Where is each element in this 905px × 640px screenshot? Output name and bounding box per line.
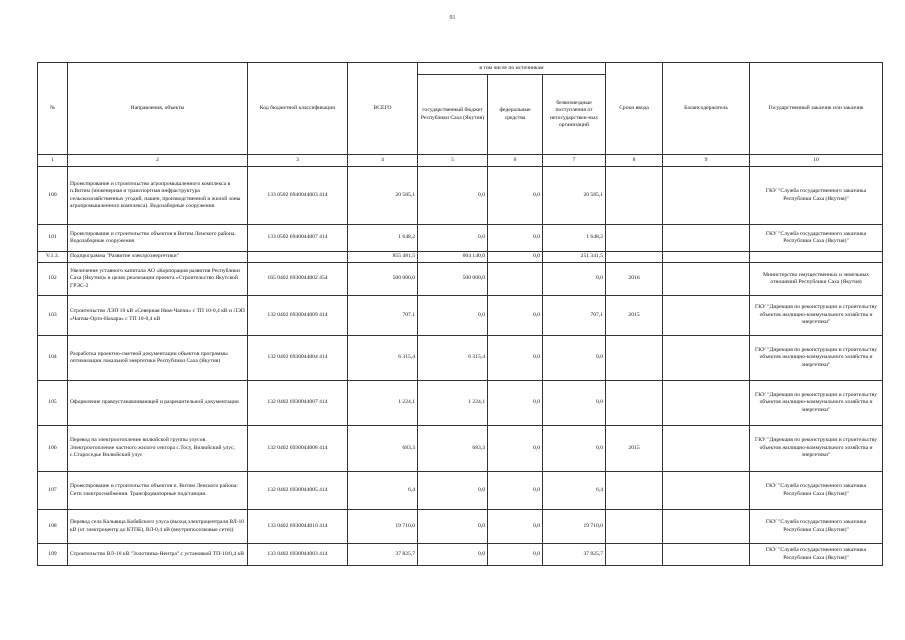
row-total: 500 000,0 bbox=[348, 263, 418, 296]
row-balance-holder bbox=[663, 510, 750, 544]
row-federal: 0,0 bbox=[488, 544, 543, 566]
row-budget-code: 132 0402 6930044007 414 bbox=[248, 381, 348, 426]
column-number: 2 bbox=[68, 155, 248, 167]
row-name: Строительство ВЛ-10 кВ "Золотинка-Нентра" с установкой ТП-10/0,4 кВ bbox=[68, 544, 248, 566]
row-gratuitous: 19 710,0 bbox=[543, 510, 606, 544]
row-state-budget: 500 000,0 bbox=[418, 263, 488, 296]
row-number: 102 bbox=[38, 263, 68, 296]
row-deadline bbox=[606, 252, 663, 263]
row-state-budget: 0,0 bbox=[418, 510, 488, 544]
column-number: 3 bbox=[248, 155, 348, 167]
row-gratuitous: 0,0 bbox=[543, 336, 606, 381]
column-number: 7 bbox=[543, 155, 606, 167]
column-number: 9 bbox=[663, 155, 750, 167]
row-total: 707,1 bbox=[348, 296, 418, 336]
row-customer: ГКУ "Служба государственного заказчика Республики Саха (Якутия)" bbox=[750, 510, 883, 544]
row-state-budget: 683,3 bbox=[418, 426, 488, 472]
row-balance-holder bbox=[663, 381, 750, 426]
row-budget-code: 133 0402 6930044003 414 bbox=[248, 544, 348, 566]
row-balance-holder bbox=[663, 472, 750, 510]
header-state-budget: государственный бюджет Республики Саха (Якутия) bbox=[418, 75, 488, 155]
row-budget-code: 133 0502 6940044007 414 bbox=[248, 225, 348, 252]
row-customer: ГКУ "Служба государственного заказчика Республики Саха (Якутия)" bbox=[750, 225, 883, 252]
row-gratuitous: 20 585,1 bbox=[543, 167, 606, 225]
row-name: Увеличение уставного капитала АО «Корпорация развития Республики Саха (Якутия)» в целях реализации проекта «Строительство Якутской ГРЭС-2 bbox=[68, 263, 248, 296]
row-federal: 0,0 bbox=[488, 510, 543, 544]
row-federal: 0,0 bbox=[488, 252, 543, 263]
row-total: 683,3 bbox=[348, 426, 418, 472]
header-balance-holder: Балансодержатель bbox=[663, 63, 750, 155]
row-state-budget: 604 140,0 bbox=[418, 252, 488, 263]
row-deadline bbox=[606, 381, 663, 426]
row-balance-holder bbox=[663, 252, 750, 263]
row-budget-code: 132 0402 6930044009 414 bbox=[248, 296, 348, 336]
row-number: 104 bbox=[38, 336, 68, 381]
table-row bbox=[38, 225, 883, 252]
row-state-budget: 1 224,1 bbox=[418, 381, 488, 426]
row-budget-code: 133 0502 6940044003 414 bbox=[248, 167, 348, 225]
row-federal: 0,0 bbox=[488, 472, 543, 510]
row-name: Проектирование и строительство объектов п. Витим Ленского района: Сети электроснабжения. Трансформаторные подстанции. bbox=[68, 472, 248, 510]
row-budget-code: 133 0402 6930044010 414 bbox=[248, 510, 348, 544]
header-direction: Направления, объекты bbox=[68, 63, 248, 155]
row-gratuitous: 0,0 bbox=[543, 426, 606, 472]
table-row bbox=[38, 263, 883, 296]
row-balance-holder bbox=[663, 544, 750, 566]
row-deadline bbox=[606, 225, 663, 252]
row-gratuitous: 6,4 bbox=[543, 472, 606, 510]
row-name: Перевод на электроотопление вилюйской группы улусов. Электроотопление частного жилого сектора с.Тосу, Вилюйский улус, с.Староседье Вилюйский улус bbox=[68, 426, 248, 472]
header-deadline: Сроки ввода bbox=[606, 63, 663, 155]
row-budget-code: 132 0402 6930044005 414 bbox=[248, 472, 348, 510]
header-no: № bbox=[38, 63, 68, 155]
row-total: 19 710,0 bbox=[348, 510, 418, 544]
row-balance-holder bbox=[663, 167, 750, 225]
row-customer: ГКУ "Дирекция по реконструкции и строительству объектов жилищно-коммунального хозяйства и энергетики" bbox=[750, 336, 883, 381]
row-number: 101 bbox=[38, 225, 68, 252]
row-gratuitous: 0,0 bbox=[543, 263, 606, 296]
table-row bbox=[38, 472, 883, 510]
row-federal bbox=[488, 263, 543, 296]
header-budget-code: Код бюджетной классификации bbox=[248, 63, 348, 155]
row-balance-holder bbox=[663, 296, 750, 336]
table-row bbox=[38, 167, 883, 225]
row-name: Строительство ЛЭП 10 кВ «Северная Нюя-Чапчи» с ТП 10-0,4 кВ и ЛЭП «Чапчы-Орто-Нахара» с ТП 10-0,4 кВ bbox=[68, 296, 248, 336]
row-number: 105 bbox=[38, 381, 68, 426]
row-balance-holder bbox=[663, 263, 750, 296]
row-state-budget: 0,0 bbox=[418, 167, 488, 225]
table-row bbox=[38, 252, 883, 263]
row-customer: ГКУ "Служба государственного заказчика Республики Саха (Якутия)" bbox=[750, 544, 883, 566]
row-federal: 0,0 bbox=[488, 336, 543, 381]
row-federal: 0,0 bbox=[488, 381, 543, 426]
row-budget-code: 165 0402 6930044002 454 bbox=[248, 263, 348, 296]
column-number: 1 bbox=[38, 155, 68, 167]
row-number: 109 bbox=[38, 544, 68, 566]
column-number: 10 bbox=[750, 155, 883, 167]
row-customer bbox=[750, 252, 883, 263]
row-state-budget: 0,0 bbox=[418, 472, 488, 510]
page-number: 91 bbox=[449, 15, 456, 21]
row-balance-holder bbox=[663, 225, 750, 252]
header-total: ВСЕГО bbox=[348, 63, 418, 155]
row-deadline bbox=[606, 167, 663, 225]
row-federal: 0,0 bbox=[488, 167, 543, 225]
table-row bbox=[38, 510, 883, 544]
row-name: Перевод села Кальвица Кобяйского улуса (выход электроцентраля ВЛ-10 кВ (от электроцентр до КТПБ), ВЛ-0,4 кВ (внутрипоселковые сети)) bbox=[68, 510, 248, 544]
row-number: 108 bbox=[38, 510, 68, 544]
row-budget-code: 132 0402 6930044004 414 bbox=[248, 336, 348, 381]
table-row bbox=[38, 381, 883, 426]
row-deadline bbox=[606, 510, 663, 544]
row-federal: 0,0 bbox=[488, 296, 543, 336]
row-customer: ГКУ "Дирекция по реконструкции и строительству объектов жилищно-коммунального хозяйства и энергетики" bbox=[750, 426, 883, 472]
row-name: Подпрограмма "Развитие электроэнергетики" bbox=[68, 252, 248, 263]
row-federal: 0,0 bbox=[488, 426, 543, 472]
row-name: Проектирование и строительство агропромышленного комплекса в п.Витим (инженерная и транспортная инфраструктура сельскохозяйственных угодий, пашен, производственной и жилой зоны агропромышленного комплекса). Водозаборные сооружения bbox=[68, 167, 248, 225]
row-deadline: 2015 bbox=[606, 296, 663, 336]
row-budget-code bbox=[248, 252, 348, 263]
row-number: V.1.3. bbox=[38, 252, 68, 263]
row-name: Оформление правоустанавливающей и разрешительной документации bbox=[68, 381, 248, 426]
budget-table bbox=[37, 62, 883, 566]
row-gratuitous: 707,1 bbox=[543, 296, 606, 336]
row-gratuitous: 0,0 bbox=[543, 381, 606, 426]
header-federal: федеральные средства bbox=[488, 75, 543, 155]
row-customer: ГКУ "Служба государственного заказчика Республики Саха (Якутия)" bbox=[750, 472, 883, 510]
row-name: Проектирование и строительство объектов в Витим Ленского района. Водозаборные сооружения bbox=[68, 225, 248, 252]
column-number: 6 bbox=[488, 155, 543, 167]
row-total: 6,4 bbox=[348, 472, 418, 510]
column-number: 8 bbox=[606, 155, 663, 167]
row-total: 6 315,4 bbox=[348, 336, 418, 381]
column-number: 4 bbox=[348, 155, 418, 167]
header-gratuitous: безвозмездные поступления от негосударствен-ных организаций bbox=[543, 75, 606, 155]
row-total: 1 648,2 bbox=[348, 225, 418, 252]
row-number: 100 bbox=[38, 167, 68, 225]
table-row bbox=[38, 296, 883, 336]
row-number: 103 bbox=[38, 296, 68, 336]
header-sources-group: в том числе по источникам bbox=[418, 63, 606, 75]
row-customer: Министерство имущественных и земельных отношений Республики Саха (Якутия) bbox=[750, 263, 883, 296]
row-federal: 0,0 bbox=[488, 225, 543, 252]
row-balance-holder bbox=[663, 336, 750, 381]
column-number: 5 bbox=[418, 155, 488, 167]
table-row bbox=[38, 426, 883, 472]
row-total: 1 224,1 bbox=[348, 381, 418, 426]
row-deadline: 2016 bbox=[606, 263, 663, 296]
row-budget-code: 132 0402 6930044008 414 bbox=[248, 426, 348, 472]
row-number: 107 bbox=[38, 472, 68, 510]
row-total: 20 585,1 bbox=[348, 167, 418, 225]
row-customer: ГКУ "Служба государственного заказчика Республики Саха (Якутия)" bbox=[750, 167, 883, 225]
row-number: 106 bbox=[38, 426, 68, 472]
row-name: Разработка проектно-сметной документации объектов программы оптимизации локальной энергетики Республики Саха (Якутия) bbox=[68, 336, 248, 381]
row-gratuitous: 37 825,7 bbox=[543, 544, 606, 566]
row-deadline: 2015 bbox=[606, 426, 663, 472]
row-customer: ГКУ "Дирекция по реконструкции и строительству объектов жилищно-коммунального хозяйства и энергетики" bbox=[750, 296, 883, 336]
row-deadline bbox=[606, 336, 663, 381]
table-row bbox=[38, 544, 883, 566]
row-state-budget: 6 315,4 bbox=[418, 336, 488, 381]
row-state-budget: 0,0 bbox=[418, 544, 488, 566]
row-deadline bbox=[606, 544, 663, 566]
row-state-budget: 0,0 bbox=[418, 296, 488, 336]
row-customer: ГКУ "Дирекция по реконструкции и строительству объектов жилищно-коммунального хозяйства и энергетики" bbox=[750, 381, 883, 426]
row-total: 855 481,5 bbox=[348, 252, 418, 263]
row-gratuitous: 1 648,2 bbox=[543, 225, 606, 252]
row-total: 37 825,7 bbox=[348, 544, 418, 566]
row-deadline bbox=[606, 472, 663, 510]
column-numbers-row bbox=[38, 155, 883, 167]
row-state-budget: 0,0 bbox=[418, 225, 488, 252]
row-balance-holder bbox=[663, 426, 750, 472]
header-customer: Государственный заказчик или заказчик bbox=[750, 63, 883, 155]
table-row bbox=[38, 336, 883, 381]
row-gratuitous: 251 341,5 bbox=[543, 252, 606, 263]
